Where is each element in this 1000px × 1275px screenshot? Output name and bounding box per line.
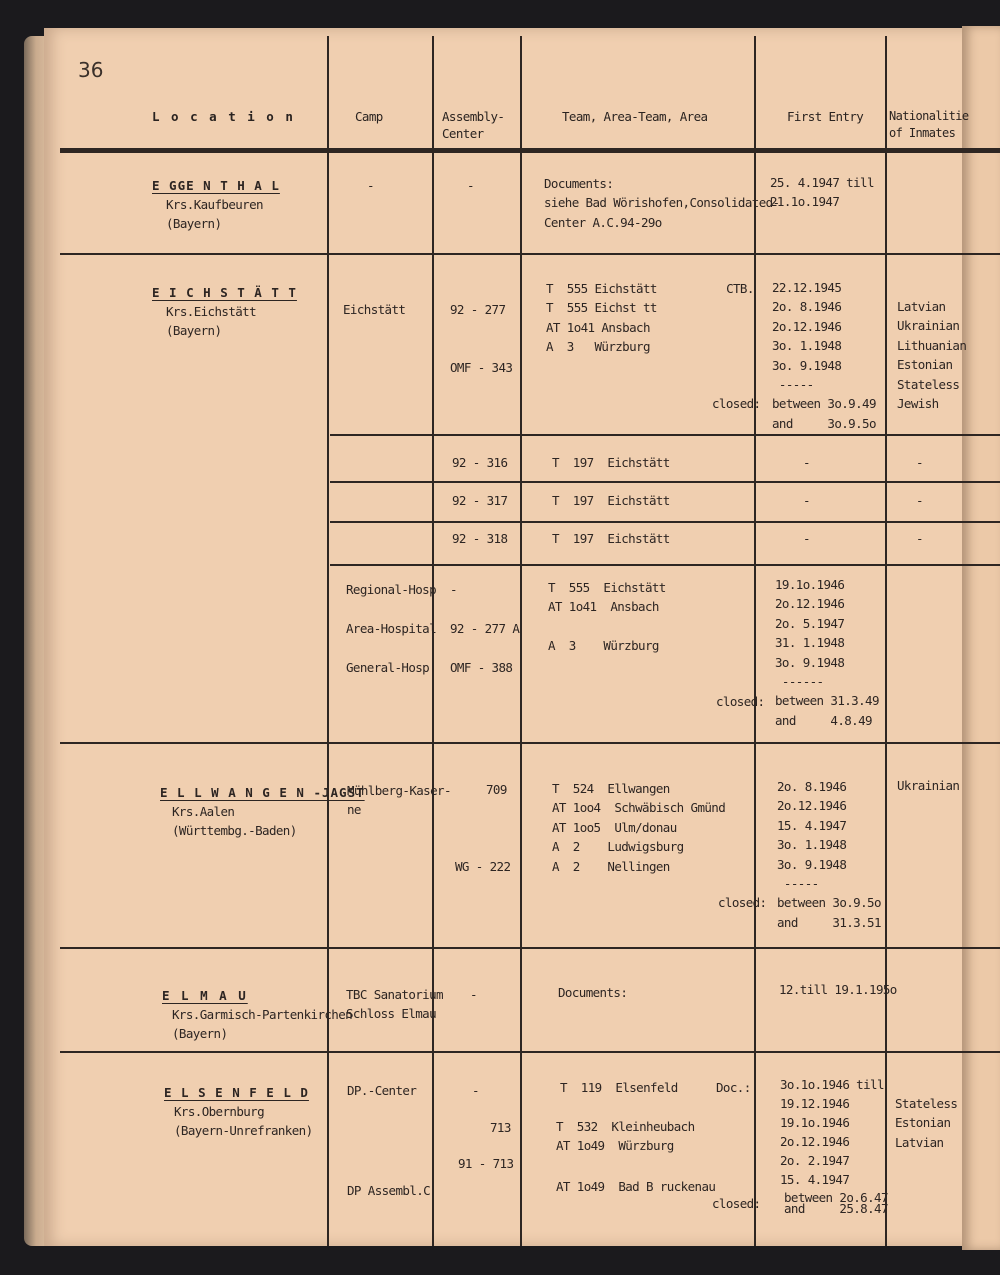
location-name: E GGE N T H A L bbox=[152, 178, 280, 193]
assembly-cell: 91 - 713 bbox=[458, 1156, 514, 1171]
team-cell: T 197 Eichstätt bbox=[552, 493, 670, 508]
header-assembly-center: Assembly- Center bbox=[442, 109, 505, 141]
row-rule bbox=[60, 742, 1000, 744]
camp-cell: - bbox=[367, 178, 374, 193]
closed-label: closed: bbox=[716, 694, 765, 709]
location-name: E I C H S T Ä T T bbox=[152, 285, 297, 300]
location-district: Krs.Aalen (Württembg.-Baden) bbox=[172, 804, 297, 839]
assembly-cell: 713 bbox=[490, 1120, 511, 1135]
row-rule bbox=[330, 564, 1000, 566]
nationality-cell: Stateless Estonian Latvian bbox=[895, 1096, 958, 1150]
closed-label: closed: bbox=[712, 396, 761, 411]
header-location: L o c a t i o n bbox=[152, 109, 295, 124]
team-cell: Documents: bbox=[558, 985, 628, 1000]
col-divider-nationality bbox=[885, 36, 887, 1246]
header-rule bbox=[60, 148, 1000, 153]
team-cell: T 555 Eichstätt CTB. T 555 Eichst tt AT 1o41 Ansbach A 3 Würzburg bbox=[546, 281, 754, 355]
location-name: E L L W A N G E N -JAGST bbox=[160, 785, 365, 800]
first-entry-cell: - bbox=[803, 531, 810, 546]
header-camp: Camp bbox=[355, 109, 383, 124]
row-rule bbox=[330, 434, 1000, 436]
header-first-entry: First Entry bbox=[787, 109, 864, 124]
header-team-area: Team, Area-Team, Area bbox=[562, 109, 708, 124]
assembly-cell: - bbox=[467, 178, 474, 193]
page-number: 36 bbox=[78, 58, 104, 82]
first-entry-cell: 2o. 8.1946 2o.12.1946 15. 4.1947 3o. 1.1948 3o. 9.1948 ----- between 3o.9.5o and 31.3.51 bbox=[777, 779, 881, 930]
team-cell: Documents: siehe Bad Wörishofen,Consolidated- Center A.C.94-29o bbox=[544, 176, 780, 230]
location-name: E L S E N F E L D bbox=[164, 1085, 309, 1100]
assembly-cell: - bbox=[470, 987, 477, 1002]
row-rule bbox=[330, 521, 1000, 523]
first-entry-cell: 3o.1o.1946 till 19.12.1946 19.1o.1946 2o.12.1946 2o. 2.1947 15. 4.1947 bbox=[780, 1077, 884, 1187]
team-cell: T 532 Kleinheubach AT 1o49 Würzburg bbox=[556, 1119, 695, 1154]
first-entry-cell: between 2o.6.47 and 25.8.47 bbox=[784, 1190, 888, 1216]
nationality-cell: Latvian Ukrainian Lithuanian Estonian Stateless Jewish bbox=[897, 299, 967, 412]
team-cell: T 197 Eichstätt bbox=[552, 531, 670, 546]
camp-cell: Mühlberg-Kaser- ne bbox=[347, 783, 451, 818]
location-district: Krs.Obernburg (Bayern-Unrefranken) bbox=[174, 1104, 313, 1139]
camp-cell: Regional-Hosp Area-Hospital General-Hosp. bbox=[346, 582, 437, 675]
first-entry-cell: - bbox=[803, 493, 810, 508]
nationality-cell: - bbox=[916, 455, 923, 470]
assembly-cell: - 92 - 277 A OMF - 388 bbox=[450, 582, 520, 675]
assembly-cell: 92 - 317 bbox=[452, 493, 508, 508]
first-entry-cell: 25. 4.1947 till 21.1o.1947 bbox=[770, 175, 874, 210]
camp-cell: DP.-Center bbox=[347, 1083, 417, 1098]
camp-cell: Eichstätt bbox=[343, 302, 406, 317]
nationality-cell: Ukrainian bbox=[897, 778, 960, 793]
team-cell: T 555 Eichstätt AT 1o41 Ansbach A 3 Würzburg bbox=[548, 580, 666, 654]
team-cell: T 197 Eichstätt bbox=[552, 455, 670, 470]
assembly-cell: 92 - 318 bbox=[452, 531, 508, 546]
assembly-cell: WG - 222 bbox=[455, 859, 511, 874]
location-name: E L M A U bbox=[162, 988, 248, 1003]
closed-label: closed: bbox=[712, 1196, 761, 1211]
camp-cell: DP Assembl.C bbox=[347, 1183, 431, 1198]
closed-label: closed: bbox=[718, 895, 767, 910]
location-district: Krs.Eichstätt (Bayern) bbox=[166, 304, 257, 339]
first-entry-cell: 12.till 19.1.195o bbox=[779, 982, 897, 997]
assembly-cell: 709 bbox=[486, 782, 507, 797]
col-divider-team bbox=[520, 36, 522, 1246]
location-district: Krs.Garmisch-Partenkirchen (Bayern) bbox=[172, 1007, 353, 1042]
team-cell: AT 1o49 Bad B ruckenau bbox=[556, 1179, 716, 1194]
row-rule bbox=[60, 947, 1000, 949]
first-entry-cell: 19.1o.1946 2o.12.1946 2o. 5.1947 31. 1.1948 3o. 9.1948 ------ between 31.3.49 and 4.8.49 bbox=[775, 577, 879, 728]
first-entry-cell: 22.12.1945 2o. 8.1946 2o.12.1946 3o. 1.1948 3o. 9.1948 ----- between 3o.9.49 and 3o.9.5o bbox=[772, 280, 876, 431]
row-rule bbox=[60, 1051, 1000, 1053]
team-cell: T 119 Elsenfeld bbox=[560, 1080, 678, 1095]
doc-label: Doc.: bbox=[716, 1080, 751, 1095]
camp-cell: TBC Sanatorium Schloss Elmau bbox=[346, 987, 443, 1022]
location-district: Krs.Kaufbeuren (Bayern) bbox=[166, 197, 263, 232]
assembly-cell: 92 - 277 OMF - 343 bbox=[450, 302, 513, 376]
nationality-cell: - bbox=[916, 493, 923, 508]
row-rule bbox=[330, 481, 1000, 483]
next-page-edge bbox=[962, 26, 1000, 1250]
nationality-cell: - bbox=[916, 531, 923, 546]
header-nationalities: Nationalitie of Inmates bbox=[889, 109, 969, 140]
first-entry-cell: - bbox=[803, 455, 810, 470]
col-divider-camp bbox=[327, 36, 329, 1246]
team-cell: T 524 Ellwangen AT 1oo4 Schwäbisch Gmünd AT 1oo5 Ulm/donau A 2 Ludwigsburg A 2 Nellingen bbox=[552, 781, 726, 874]
assembly-cell: 92 - 316 bbox=[452, 455, 508, 470]
row-rule bbox=[60, 253, 1000, 255]
assembly-cell: - bbox=[472, 1083, 479, 1098]
